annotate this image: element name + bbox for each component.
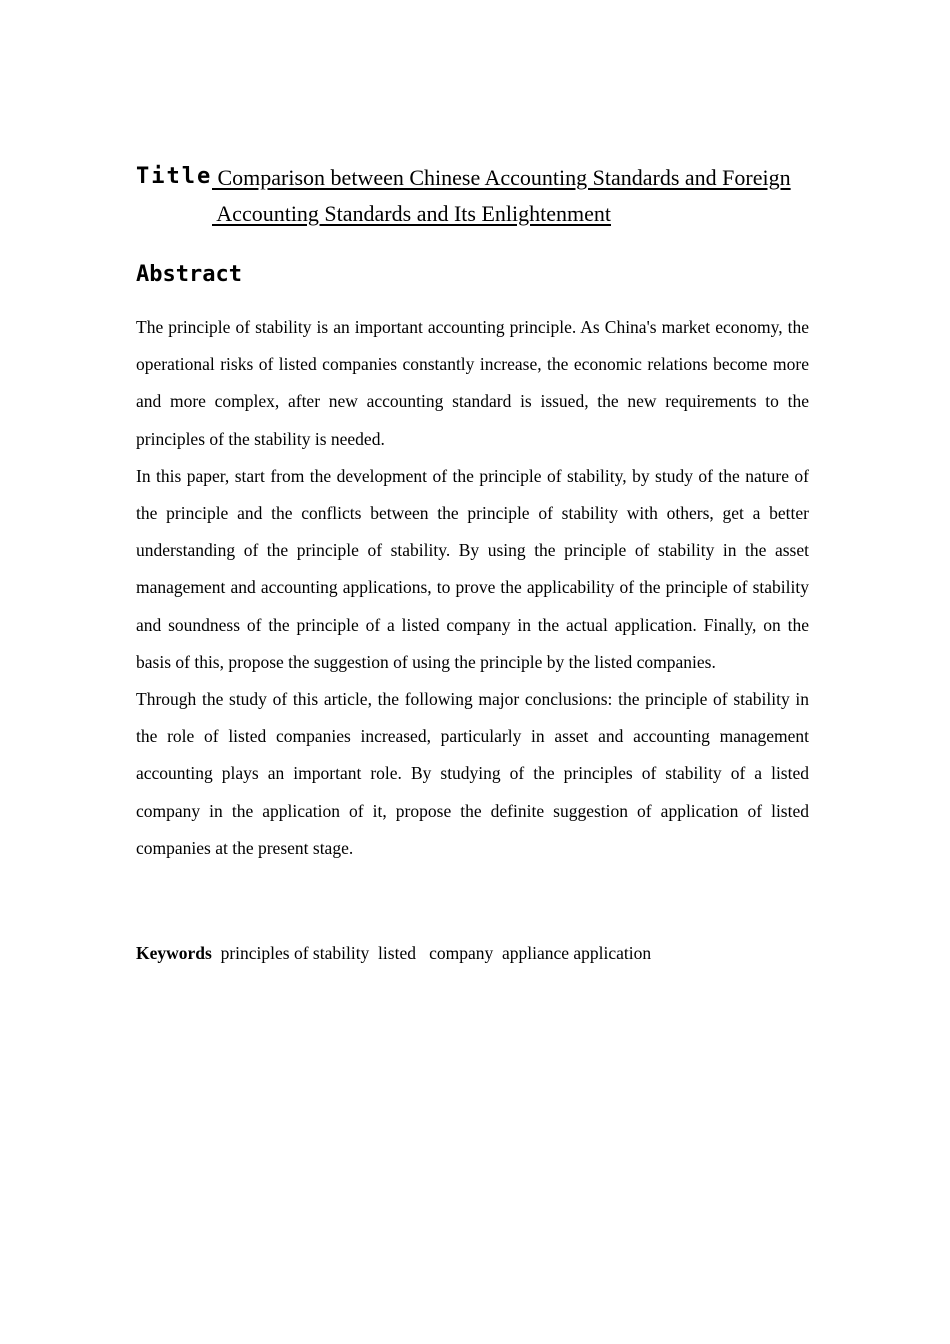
abstract-paragraph: The principle of stability is an important accounting principle. As China's market economy, the operational risks of listed companies constantly increase, the economic relations become more and more complex, after new accounting standard is issued, the new requirements to the principles of the stability is needed. <box>136 317 809 449</box>
paper-title <box>212 160 802 232</box>
abstract-paragraph: In this paper, start from the development of the principle of stability, by study of the nature of the principle and the conflicts between the principle of stability with others, get a better understanding of the principle of stability. By using the principle of stability in the asset management and accounting applications, to prove the applicability of the principle of stability and soundness of the principle of a listed company in the actual application. Finally, on the basis of this, propose the suggestion of using the principle by the listed companies. <box>136 465 809 672</box>
keywords-line <box>136 936 809 970</box>
title-line-2: Accounting Standards and Its Enlightenment <box>212 201 611 226</box>
keywords-text: principles of stability listed company appliance application <box>211 943 652 963</box>
keywords-label: Keywords <box>136 943 212 963</box>
abstract-body <box>136 309 809 867</box>
title-label: Title <box>136 164 213 189</box>
abstract-heading: Abstract <box>136 262 242 287</box>
title-line-1: Comparison between Chinese Accounting Standards and Foreign <box>212 165 791 190</box>
abstract-paragraph: Through the study of this article, the following major conclusions: the principle of stability in the role of listed companies increased, particularly in asset and accounting management accounting plays an important role. By studying of the principles of stability of a listed company in the application of it, propose the definite suggestion of application of listed companies at the present stage. <box>136 689 809 858</box>
